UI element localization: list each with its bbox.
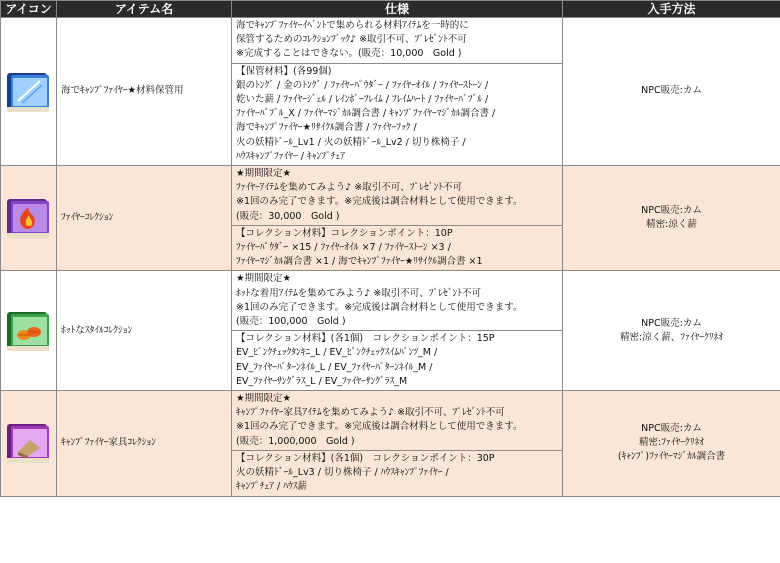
how-line: (ｷｬﾝﾌﾟ)ﾌｧｲﾔｰﾏｼﾞｶﾙ調合書 [617, 451, 726, 463]
spec-line: 海でｷｬﾝﾌﾟﾌｧｲﾔｰ★ﾘｻｲｸﾙ調合書 / ﾌｧｲﾔｰﾌｯｸ / [236, 122, 417, 134]
purple-book-icon [4, 420, 54, 466]
spec-cell [232, 166, 563, 271]
spec-line: 海でｷｬﾝﾌﾟﾌｧｲﾔｰｲﾍﾞﾝﾄで集められる材料ｱｲﾃﾑを一時的に [236, 20, 469, 31]
spec-line: ★期間限定★ [236, 393, 292, 405]
spec-materials [232, 450, 562, 496]
spec-materials [232, 225, 562, 271]
spec-line: 火の妖精ﾄﾞｰﾙ_Lv3 / 切り株椅子 / ﾊｳｽｷｬﾝﾌﾟﾌｧｲﾔｰ / [236, 467, 449, 479]
spec-line: ※1回のみ完了できます。※完成後は調合材料として使用できます。 [236, 301, 523, 313]
spec-line: ※完成することはできない。(販売：10,000 Gold ) [236, 48, 462, 60]
how-line: NPC販売:カム [641, 205, 702, 217]
spec-line: EV_ﾌｧｲﾔｰﾊﾟﾀｰﾝﾈｲﾙ_L / EV_ﾌｧｲﾔｰﾊﾟﾀｰﾝﾈｲﾙ_M / [236, 361, 433, 373]
spec-line: 保管するためのｺﾚｸｼｮﾝﾌﾞｯｸ♪ ※取引不可、ﾌﾟﾚｾﾞﾝﾄ不可 [236, 34, 467, 46]
spec-line: 【保管材料】(各99個) [236, 65, 332, 77]
icon-cell [1, 18, 57, 166]
spec-line: 火の妖精ﾄﾞｰﾙ_Lv1 / 火の妖精ﾄﾞｰﾙ_Lv2 / 切り株椅子 / [236, 136, 466, 148]
spec-cell [232, 18, 563, 166]
spec-line: 【コレクション材料】(各1個) コレクションポイント：30P [236, 452, 495, 464]
spec-line: ｷｬﾝﾌﾟﾁｪｱ / ﾊｳｽ薪 [236, 481, 307, 493]
how-line: NPC販売:カム [641, 317, 702, 329]
spec-line: ﾊｳｽｷｬﾝﾌﾟﾌｧｲﾔｰ / ｷｬﾝﾌﾟﾁｪｱ [236, 150, 345, 162]
spec-materials [232, 330, 562, 390]
how-line: 精密:涼く薪 [646, 219, 697, 231]
spec-line: 乾いた薪 / ﾌｧｲﾔｰｼﾞｪﾙ / ﾚｲﾝﾎﾞｰﾌﾚｲﾑ / ﾌﾚｲﾑﾊｰﾄ / ﾌｧｲﾔｰﾊﾞﾌﾞﾙ / [236, 94, 489, 106]
spec-line: ★期間限定★ [236, 168, 292, 180]
spec-description [232, 166, 562, 225]
spec-materials [232, 63, 562, 165]
spec-line: ★期間限定★ [236, 273, 292, 285]
spec-description [232, 18, 562, 63]
how-line: NPC販売:カム [641, 85, 702, 97]
spec-line: 【コレクション材料】コレクションポイント：10P [236, 227, 453, 239]
table-row [1, 271, 780, 391]
how-cell [563, 391, 780, 496]
header-how: 入手方法 [563, 1, 780, 18]
header-row [1, 1, 780, 18]
spec-line: ﾎｯﾄな着用ｱｲﾃﾑを集めてみよう♪ ※取引不可、ﾌﾟﾚｾﾞﾝﾄ不可 [236, 287, 482, 299]
spec-line: ﾌｧｲﾔｰﾏｼﾞｶﾙ調合書 ×1 / 海でｷｬﾝﾌﾟﾌｧｲﾔｰ★ﾘｻｲｸﾙ調合書 ×1 [236, 256, 483, 268]
header-icon: アイコン [1, 1, 57, 18]
blue-book-icon [4, 69, 54, 115]
how-line: NPC販売:カム [641, 422, 702, 434]
header-spec: 仕様 [232, 1, 563, 18]
spec-line: 銀のﾄﾝｸﾞ / 金のﾄﾝｸﾞ / ﾌｧｲﾔｰﾊﾟｳﾀﾞｰ / ﾌｧｲﾔｰｵｲﾙ / ﾌｧｲﾔｰｽﾄｰﾝ / [236, 79, 489, 91]
spec-line: EV_ﾋﾟﾝｸﾁｪｯｸﾀﾝｷﾆ_L / EV_ﾋﾟﾝｸﾁｪｯｸｽｲﾑﾊﾟﾝﾂ_M / [236, 347, 438, 359]
header-name: アイテム名 [57, 1, 232, 18]
spec-cell [232, 271, 563, 391]
icon-cell [1, 166, 57, 271]
spec-cell [232, 391, 563, 496]
spec-line: 【コレクション材料】(各1個) コレクションポイント：15P [236, 333, 495, 345]
how-cell [563, 18, 780, 166]
spec-line: ﾌｧｲﾔｰﾊﾞﾌﾞﾙ_X / ﾌｧｲﾔｰﾏｼﾞｶﾙ調合書 / ｷｬﾝﾌﾟﾌｧｲﾔｰﾏｼﾞｶﾙ調合書 / [236, 108, 496, 120]
how-line: 精密:ﾌｧｲﾔｰｸﾘﾈｵ [639, 437, 704, 449]
spec-line: ｷｬﾝﾌﾟﾌｧｲﾔｰ家具ｱｲﾃﾑを集めてみよう♪ ※取引不可、ﾌﾟﾚｾﾞﾝﾄ不可 [236, 407, 505, 419]
table-row [1, 391, 780, 496]
icon-cell [1, 391, 57, 496]
how-cell [563, 271, 780, 391]
item-name: ﾌｧｲﾔｰｺﾚｸｼｮﾝ [57, 166, 232, 271]
green-book-icon [4, 308, 54, 354]
spec-line: EV_ﾌｧｲﾔｰｻﾝｸﾞﾗｽ_L / EV_ﾌｧｲﾔｰｻﾝｸﾞﾗｽ_M [236, 375, 408, 387]
table-row [1, 18, 780, 166]
table-row [1, 166, 780, 271]
icon-cell [1, 271, 57, 391]
spec-description [232, 271, 562, 330]
red-book-icon [4, 195, 54, 241]
item-name: ｷｬﾝﾌﾟﾌｧｲﾔｰ家具ｺﾚｸｼｮﾝ [57, 391, 232, 496]
spec-line: ※1回のみ完了できます。※完成後は調合材料として使用できます。 [236, 196, 523, 208]
spec-line: ﾌｧｲﾔｰﾊﾟｳﾀﾞｰ ×15 / ﾌｧｲﾔｰｵｲﾙ ×7 / ﾌｧｲﾔｰｽﾄｰﾝ ×3 / [236, 242, 451, 254]
spec-line: ※1回のみ完了できます。※完成後は調合材料として使用できます。 [236, 421, 523, 433]
spec-line: (販売：100,000 Gold ) [236, 316, 346, 328]
how-cell [563, 166, 780, 271]
item-name: ﾎｯﾄなｽﾀｲﾙｺﾚｸｼｮﾝ [57, 271, 232, 391]
spec-line: ﾌｧｲﾔｰｱｲﾃﾑを集めてみよう♪ ※取引不可、ﾌﾟﾚｾﾞﾝﾄ不可 [236, 182, 463, 194]
item-name: 海でｷｬﾝﾌﾟﾌｧｲﾔｰ★材料保管用 [57, 18, 232, 166]
spec-description [232, 391, 562, 450]
spec-line: (販売：1,000,000 Gold ) [236, 435, 355, 447]
spec-line: (販売：30,000 Gold ) [236, 210, 340, 222]
how-line: 精密:涼く薪、ﾌｧｲﾔｰｸﾘﾈｵ [620, 331, 723, 343]
